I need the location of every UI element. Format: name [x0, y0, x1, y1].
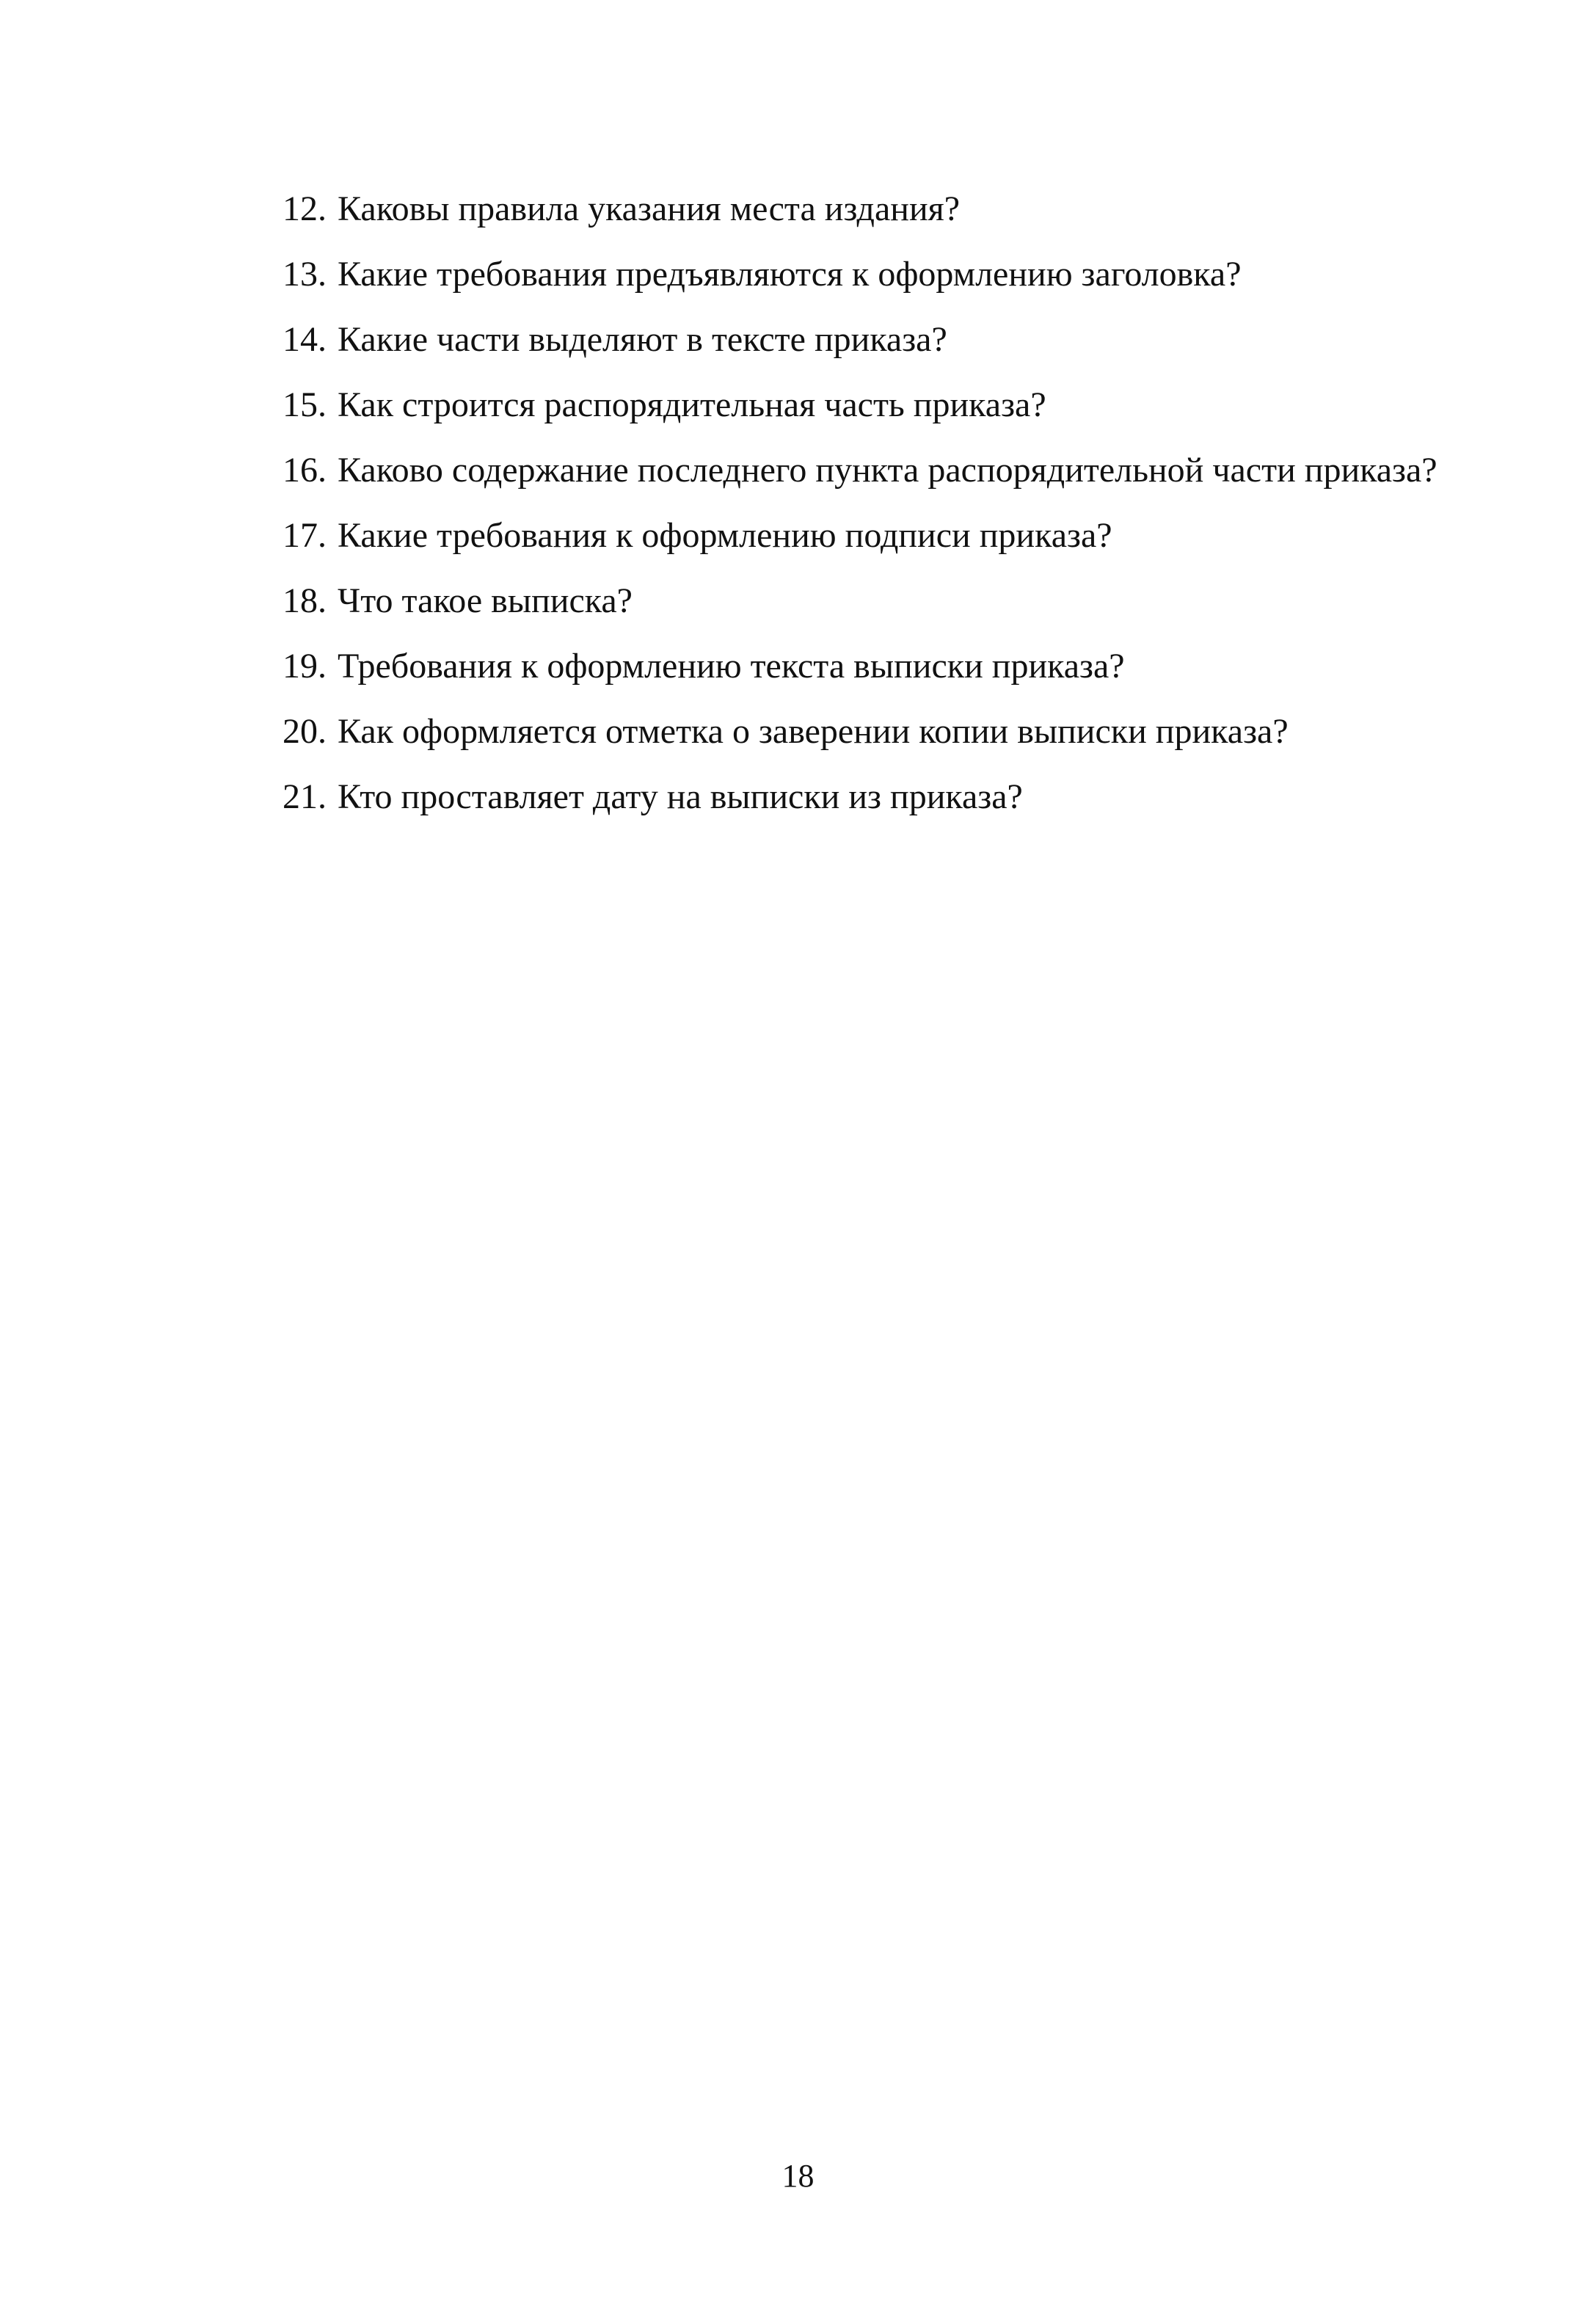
question-item — [283, 764, 1493, 829]
question-item — [283, 633, 1493, 699]
question-item — [283, 503, 1493, 568]
question-text: Как оформляется отметка о заверении копии выписки приказа? — [338, 712, 1289, 751]
question-number: 16. — [283, 451, 327, 490]
question-number: 17. — [283, 516, 327, 555]
question-number: 20. — [283, 712, 327, 751]
question-text: Какие требования предъявляются к оформлению заголовка? — [338, 255, 1242, 294]
question-item — [283, 372, 1493, 437]
question-text: Кто проставляет дату на выписки из приказа? — [338, 777, 1023, 816]
question-number: 14. — [283, 320, 327, 359]
question-number: 15. — [283, 385, 327, 424]
question-item — [283, 699, 1493, 764]
question-text: Как строится распорядительная часть приказа? — [338, 385, 1046, 424]
question-list — [283, 176, 1493, 829]
question-item — [283, 307, 1493, 372]
page-number: 18 — [781, 2158, 815, 2194]
question-item — [283, 437, 1493, 503]
question-number: 19. — [283, 647, 327, 686]
question-number: 21. — [283, 777, 327, 816]
question-number: 18. — [283, 581, 327, 620]
question-text: Требования к оформлению текста выписки приказа? — [338, 647, 1125, 686]
question-text: Каково содержание последнего пункта распорядительной части приказа? — [338, 451, 1438, 490]
question-item — [283, 568, 1493, 633]
question-number: 12. — [283, 189, 327, 228]
question-text: Каковы правила указания места издания? — [338, 189, 961, 228]
question-item — [283, 176, 1493, 241]
question-text: Какие требования к оформлению подписи приказа? — [338, 516, 1112, 555]
question-text: Что такое выписка? — [338, 581, 633, 620]
question-text: Какие части выделяют в тексте приказа? — [338, 320, 947, 359]
question-item — [283, 241, 1493, 307]
question-number: 13. — [283, 255, 327, 294]
